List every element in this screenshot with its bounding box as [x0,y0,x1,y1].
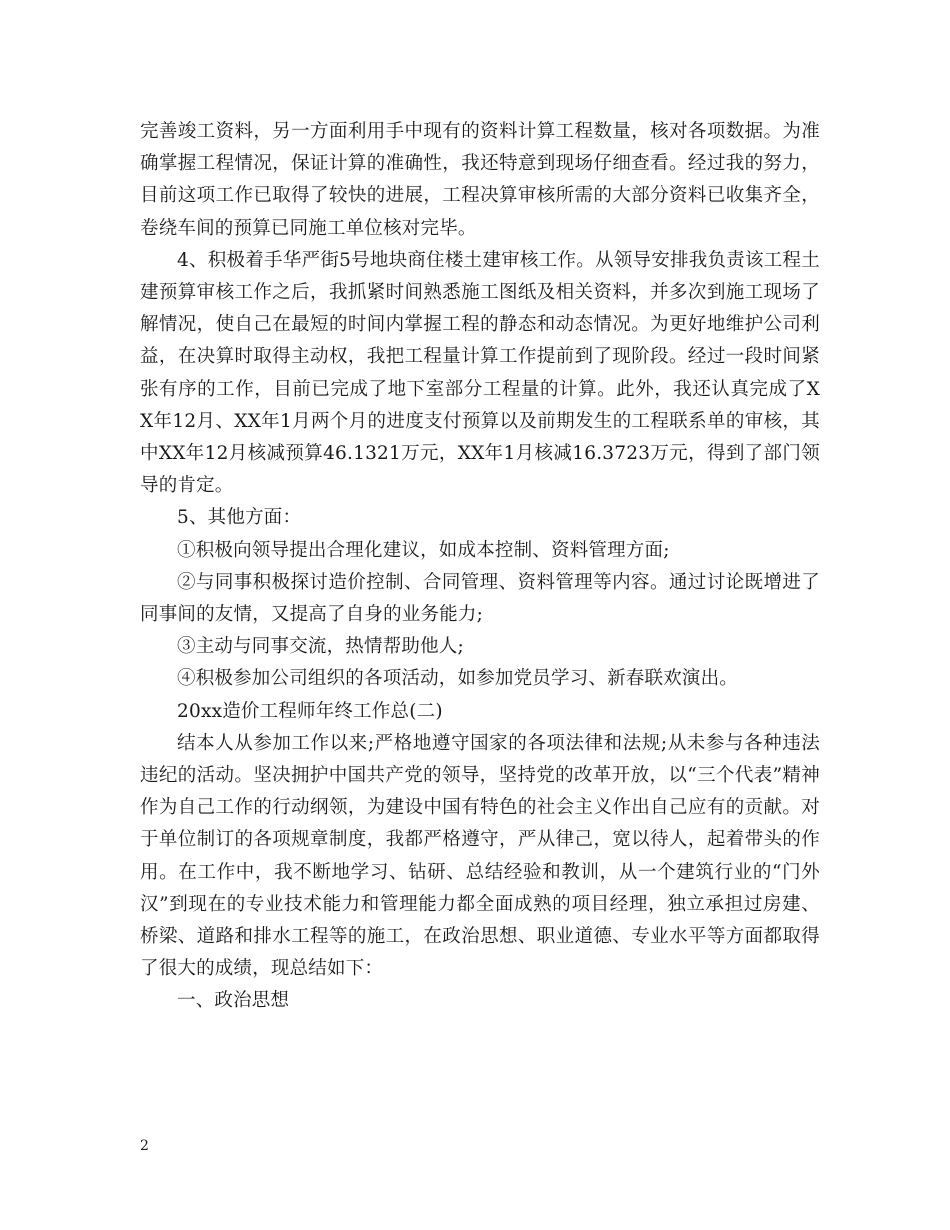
section-heading-political: 一、政治思想 [177,990,290,1012]
list-item-1: ①积极向领导提出合理化建议，如成本控制、资料管理方面; [177,539,670,561]
list-item-3: ③主动与同事交流，热情帮助他人; [177,636,464,658]
paragraph-summary: 结本人从参加工作以来;严格地遵守国家的各项法律和法规;从未参与各种违法违纪的活动。坚决拥护中国共产党的领导，坚持党的改革开放，以“三个代表”精神作为自己工作的行动纲领，为建设中国有特色的社会主义作出自己应有的贡献。对于单位制订的各项规章制度，我都严格遵守，严从律己，宽以待人，起着带头的作用。在工作中，我不断地学习、钻研、总结经验和教训，从一个建筑行业的“门外汉”到现在的专业技术能力和管理能力都全面成熟的项目经理，独立承担过房建、桥梁、道路和排水工程等的施工，在政治思想、职业道德、专业水平等方面都取得了很大的成绩，现总结如下： [140,732,820,980]
paragraph-item-4: 4、积极着手华严街5号地块商住楼土建审核工作。从领导安排我负责该工程土建预算审核工作之后，我抓紧时间熟悉施工图纸及相关资料，并多次到施工现场了解情况，使自己在最短的时间内掌握工程的静态和动态情况。为更好地维护公司利益，在决算时取得主动权，我把工程量计算工作提前到了现阶段。经过一段时间紧张有序的工作，目前已完成了地下室部分工程量的计算。此外，我还认真完成了XX年12月、XX年1月两个月的进度支付预算以及前期发生的工程联系单的审核，其中XX年12月核减预算46.1321万元，XX年1月核减16.3723万元，得到了部门领导的肯定。 [140,249,820,497]
list-item-2: ②与同事积极探讨造价控制、合同管理、资料管理等内容。通过讨论既增进了同事间的友情，又提高了自身的业务能力; [140,571,820,626]
section-title: 20xx造价工程师年终工作总(二) [177,700,443,722]
document-body [140,116,820,1018]
paragraph-item-5-heading: 5、其他方面： [177,507,302,529]
list-item-4: ④积极参加公司组织的各项活动，如参加党员学习、新春联欢演出。 [177,668,739,690]
page-number: 2 [140,1138,149,1154]
paragraph-completion-materials: 完善竣工资料，另一方面利用手中现有的资料计算工程数量，核对各项数据。为准确掌握工程情况，保证计算的准确性，我还特意到现场仔细查看。经过我的努力，目前这项工作已取得了较快的进展，工程决算审核所需的大部分资料已收集齐全，卷绕车间的预算已同施工单位核对完毕。 [140,121,820,239]
